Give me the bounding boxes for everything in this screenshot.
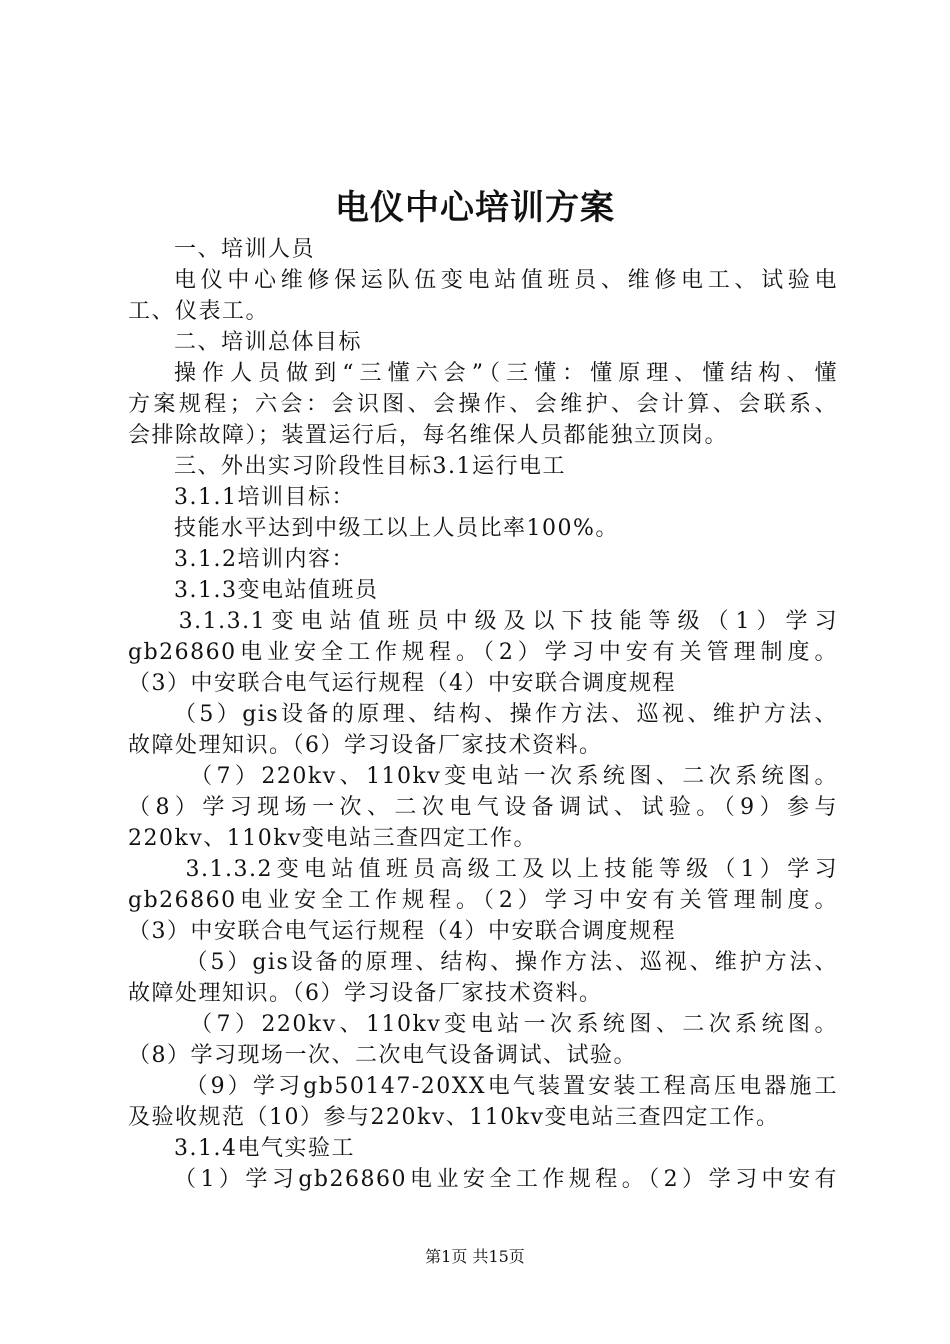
body-line: （9）学习gb50147-20XX电气装置安装工程高压电器施工 [185,1074,838,1099]
body-line: （1）学习gb26860电业安全工作规程。（2）学习中安有 [174,1167,838,1192]
body-line: （5）gis设备的原理、结构、操作方法、巡视、维护方法、 [185,950,838,975]
body-line: （3）中安联合电气运行规程（4）中安联合调度规程 [128,671,676,696]
body-line: 3.1.3变电站值班员 [174,578,379,603]
body-line: gb26860电业安全工作规程。（2）学习中安有关管理制度。 [128,640,838,665]
body-line: 操作人员做到“三懂六会”（三懂：懂原理、懂结构、懂 [174,361,838,386]
body-line: 方案规程；六会：会识图、会操作、会维护、会计算、会联系、 [128,392,838,417]
body-line: 会排除故障）；装置运行后，每名维保人员都能独立顶岗。 [128,423,729,448]
document-title: 电仪中心培训方案 [335,188,615,228]
body-line: （7）220kv、110kv变电站一次系统图、二次系统图。 [190,764,838,789]
body-line: 3.1.3.1变电站值班员中级及以下技能等级（1）学习 [178,609,838,634]
body-line: 故障处理知识。（6）学习设备厂家技术资料。 [128,981,603,1006]
body-line: 工、仪表工。 [128,299,270,324]
body-line: （7）220kv、110kv变电站一次系统图、二次系统图。 [190,1012,838,1037]
document-body [128,234,838,1195]
body-line: （5）gis设备的原理、结构、操作方法、巡视、维护方法、 [174,702,838,727]
body-line: 3.1.1培训目标： [174,485,355,510]
body-line: （8）学习现场一次、二次电气设备调试、试验。（9）参与 [128,795,838,820]
body-line: （8）学习现场一次、二次电气设备调试、试验。 [128,1043,637,1068]
body-line: 电仪中心维修保运队伍变电站值班员、维修电工、试验电 [174,268,838,293]
body-line: 故障处理知识。（6）学习设备厂家技术资料。 [128,733,603,758]
body-line: 二、培训总体目标 [174,330,363,355]
body-line: 3.1.2培训内容： [174,547,355,572]
body-line: （3）中安联合电气运行规程（4）中安联合调度规程 [128,919,676,944]
body-line: 技能水平达到中级工以上人员比率100%。 [174,516,619,541]
body-line: 及验收规范（10）参与220kv、110kv变电站三查四定工作。 [128,1105,780,1130]
body-line: 一、培训人员 [174,237,316,262]
body-line: 三、外出实习阶段性目标3.1运行电工 [174,454,566,479]
body-line: gb26860电业安全工作规程。（2）学习中安有关管理制度。 [128,888,838,913]
page-footer: 第1页 共15页 [425,1247,525,1266]
body-line: 3.1.3.2变电站值班员高级工及以上技能等级（1）学习 [185,857,838,882]
body-line: 220kv、110kv变电站三查四定工作。 [128,826,538,851]
body-line: 3.1.4电气实验工 [174,1136,355,1161]
